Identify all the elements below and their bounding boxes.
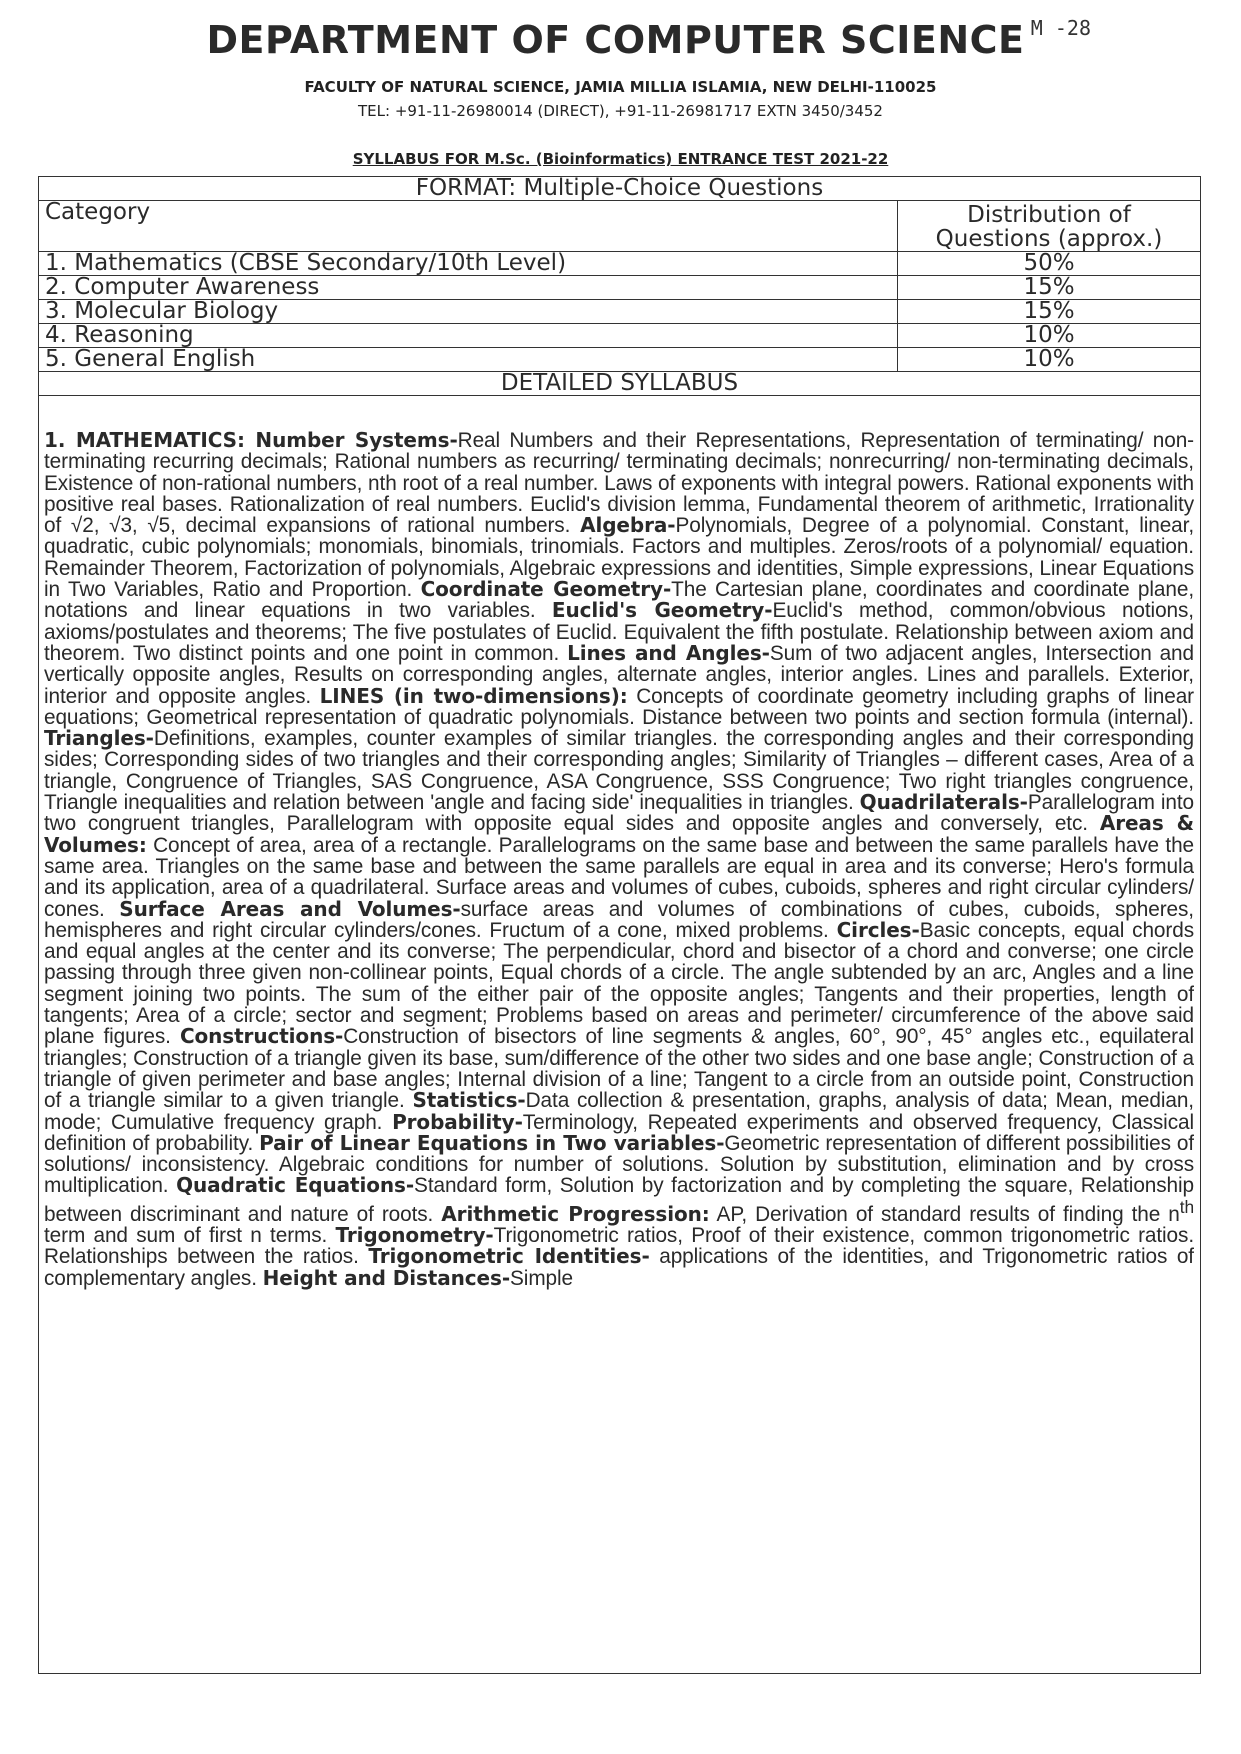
syllabus-title-text: SYLLABUS FOR M.Sc. (Bioinformatics) ENTRANCE TEST 2021-22 (352, 150, 889, 168)
telephone-line: TEL: +91-11-26980014 (DIRECT), +91-11-26981717 EXTN 3450/3452 (358, 102, 883, 120)
section-heading: Triangles- (44, 726, 154, 751)
section-heading: Statistics- (412, 1088, 526, 1113)
section-text: Concept of area, area of a rectangle. Parallelograms on the same base and between the same parallels have the same area. Triangles on the same base and between the same parallels are equal in area and its converse; Hero's formula and its application, area of a quadrilateral. Surface areas and volumes of cubes, cuboids, spheres and right circular cylinders/ cones. (44, 833, 1194, 921)
section-text: Polynomials, Degree of a polynomial. Constant, linear, quadratic, cubic polynomials; monomials, binomials, trinomials. Factors and multiples. Zeros/roots of a polynomial/ equation. Remainder Theorem, Factorization of polynomials, Algebraic expressions and identities, Simple expressions, Linear Equations in Two Variables, Ratio and Proportion. (44, 514, 1194, 602)
table-row (39, 276, 1201, 300)
section-text: Standard form, Solution by factorization and by completing the square, Relationship between discriminant and nature of roots. (44, 1174, 1194, 1226)
category-header: Category (39, 201, 898, 252)
section-text: Parallelogram into two congruent triangles, Parallelogram with opposite equal sides and opposite angles and conversely, etc. (44, 791, 1194, 836)
section-heading: LINES (in two-dimensions): (319, 683, 628, 708)
section-heading: Quadrilaterals- (859, 790, 1028, 815)
section-heading: Circles- (836, 917, 920, 942)
syllabus-title (0, 150, 1241, 168)
distribution-header-line2: Questions (approx.) (935, 226, 1163, 252)
share-cell: 15% (898, 300, 1201, 324)
section-text: Simple (510, 1266, 573, 1290)
detailed-syllabus-heading: DETAILED SYLLABUS (39, 372, 1201, 396)
share-cell: 10% (898, 348, 1201, 372)
section-text: Real Numbers and their Representations, Representation of terminating/ non-terminating recurring decimals; Rational numbers as recurring/ terminating decimals; nonrecurring/ non-terminating decimals, Existence of non-rational numbers, nth root of a real number. Laws of exponents with integral powers. Rational exponents with positive real bases. Rationalization of real numbers. Euclid's division lemma, Fundamental theorem of arithmetic, Irrationality of √2, √3, √5, decimal expansions of rational numbers. (44, 430, 1194, 538)
category-cell: 5. General English (39, 348, 898, 372)
section-text: Data collection & presentation, graphs, analysis of data; Mean, median, mode; Cumulative frequency graph. (44, 1089, 1194, 1134)
section-text: The Cartesian plane, coordinates and coordinate plane, notations and linear equations in two variables. (44, 578, 1194, 623)
section-heading: Surface Areas and Volumes- (119, 896, 461, 921)
section-heading: 1. MATHEMATICS: Number Systems- (44, 430, 458, 452)
section-text: Geometric representation of different possibilities of solutions/ inconsistency. Algebraic conditions for number of solutions. Solution by substitution, elimination and by cross multiplication. (44, 1131, 1194, 1198)
section-text: Definitions, examples, counter examples of similar triangles. the corresponding angles and their corresponding sides; Corresponding sides of two triangles and their corresponding angles; Similarity of Triangles – different cases, Area of a triangle, Congruence of Triangles, SAS Congruence, ASA Congruence, SSS Congruence; Two right triangles congruence, Triangle inequalities and relation between 'angle and facing side' inequalities in triangles. (44, 727, 1194, 815)
share-cell: 10% (898, 324, 1201, 348)
section-heading: Height and Distances- (262, 1265, 511, 1290)
category-cell: 2. Computer Awareness (39, 276, 898, 300)
category-cell: 3. Molecular Biology (39, 300, 898, 324)
section-text: Construction of bisectors of line segments & angles, 60°, 90°, 45° angles etc., equilateral triangles; Construction of a triangle given its base, sum/difference of the other two sides and one base angle; Construction of a triangle of given perimeter and base angles; Internal division of a line; Tangent to a circle from an outside point, Construction of a triangle similar to a given triangle. (44, 1025, 1194, 1113)
section-heading: Algebra- (580, 513, 676, 538)
section-text: term and sum of first n terms. (44, 1223, 336, 1247)
section-heading: Trigonometry- (335, 1222, 494, 1247)
section-heading: Euclid's Geometry- (551, 598, 773, 623)
distribution-header (898, 201, 1201, 252)
table-row (39, 348, 1201, 372)
share-cell: 15% (898, 276, 1201, 300)
category-cell: 1. Mathematics (CBSE Secondary/10th Level) (39, 252, 898, 276)
section-text: Euclid's method, common/obvious notions, axioms/postulates and theorems; The five postulates of Euclid. Equivalent the fifth postulate. Relationship between axiom and theorem. Two distinct points and one point in common. (44, 599, 1194, 665)
section-heading: Quadratic Equations- (176, 1173, 415, 1198)
section-text: Sum of two adjacent angles, Intersection and vertically opposite angles, Results on corresponding angles, alternate angles, interior angles. Lines and parallels. Exterior, interior and opposite angles. (44, 641, 1194, 708)
section-heading: Lines and Angles- (567, 640, 770, 665)
section-heading: Trigonometric Identities- (368, 1244, 650, 1269)
category-cell: 4. Reasoning (39, 324, 898, 348)
share-cell: 50% (898, 252, 1201, 276)
section-heading: Pair of Linear Equations in Two variables- (259, 1130, 725, 1155)
section-text: Basic concepts, equal chords and equal angles at the center and its converse; The perpendicular, chord and bisector of a chord and converse; one circle passing through three given non-collinear points, Equal chords of a circle. The angle subtended by an arc, Angles and a line segment joining two points. The sum of the either pair of the opposite angles; Tangents and their properties, length of tangents; Area of a circle; sector and segment; Problems based on areas and perimeter/ circumference of the above said plane figures. (44, 918, 1194, 1049)
section-text: AP, Derivation of standard results of finding the n (709, 1202, 1180, 1226)
section-text: Trigonometric ratios, Proof of their existence, common trigonometric ratios. Relationships between the ratios. (44, 1223, 1194, 1269)
section-heading: Constructions- (179, 1024, 344, 1049)
format-title: FORMAT: Multiple-Choice Questions (39, 177, 1201, 201)
section-text: Concepts of coordinate geometry including graphs of linear equations; Geometrical representation of quadratic polynomials. Distance between two points and section formula (internal). (44, 684, 1194, 729)
table-row (39, 324, 1201, 348)
table-row (39, 252, 1201, 276)
section-text: Terminology, Repeated experiments and observed frequency, Classical definition of probability. (44, 1110, 1194, 1155)
section-text: surface areas and volumes of combinations of cubes, cuboids, spheres, hemispheres and right circular cylinders/cones. Fructum of a cone, mixed problems. (44, 897, 1194, 942)
superscript-th: th (1179, 1196, 1194, 1217)
section-heading: Arithmetic Progression: (441, 1201, 710, 1226)
format-table (38, 176, 1201, 396)
department-title: DEPARTMENT OF COMPUTER SCIENCE (206, 18, 1025, 62)
section-heading: Areas & Volumes: (44, 811, 1194, 857)
section-text: applications of the identities, and Trigonometric ratios of complementary angles. (44, 1245, 1194, 1290)
table-row (39, 300, 1201, 324)
section-heading: Coordinate Geometry- (420, 577, 672, 602)
faculty-line: FACULTY OF NATURAL SCIENCE, JAMIA MILLIA ISLAMIA, NEW DELHI-110025 (304, 78, 937, 96)
handwritten-page-mark: M -28 (1030, 16, 1091, 40)
section-heading: Probability- (392, 1109, 523, 1134)
mathematics-syllabus-text (44, 430, 1194, 1668)
distribution-header-line1: Distribution of (967, 202, 1131, 228)
